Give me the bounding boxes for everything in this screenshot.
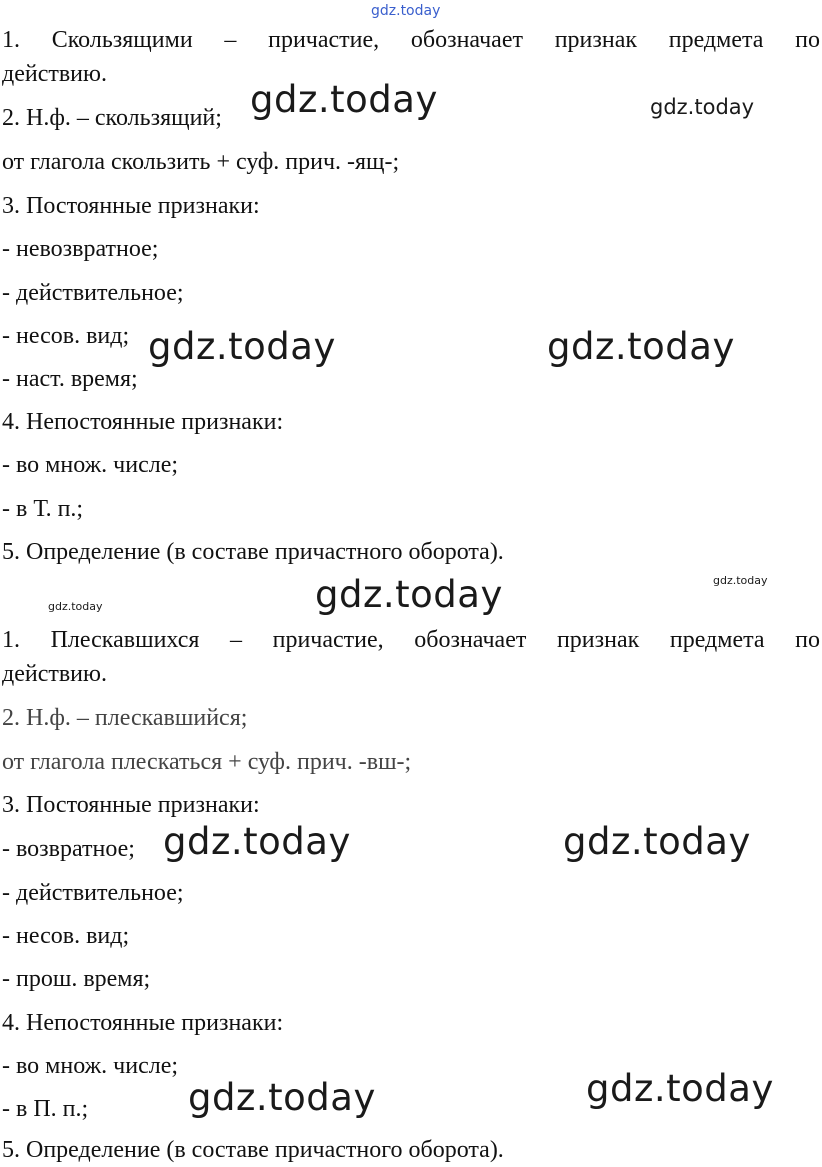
block1-line7: - действительное; — [2, 280, 184, 306]
block1-line4: от глагола скользить + суф. прич. -ящ-; — [2, 149, 400, 175]
block1-line12: - в Т. п.; — [2, 496, 84, 522]
block2-line1: 1. Плескавшихся – причастие, обозначает признак предмета по — [2, 627, 820, 653]
block2-line10: 4. Непостоянные признаки: — [2, 1010, 284, 1036]
block1-line10: 4. Непостоянные признаки: — [2, 409, 284, 435]
block1-line1: 1. Скользящими – причастие, обозначает признак предмета по — [2, 27, 820, 53]
block1-line5: 3. Постоянные признаки: — [2, 193, 260, 219]
block2-line7: - действительное; — [2, 880, 184, 906]
block2-line9: - прош. время; — [2, 966, 151, 992]
watermark-big-1: gdz.today — [250, 78, 438, 121]
block2-line11: - во множ. числе; — [2, 1053, 179, 1079]
block1-line11: - во множ. числе; — [2, 452, 179, 478]
block2-line8: - несов. вид; — [2, 923, 130, 949]
block1-line6: - невозвратное; — [2, 236, 159, 262]
watermark-medium-1: gdz.today — [650, 95, 755, 119]
block1-line9: - наст. время; — [2, 366, 138, 392]
watermark-big-8: gdz.today — [586, 1067, 774, 1110]
block2-line2: действию. — [2, 661, 107, 687]
block1-line13: 5. Определение (в составе причастного оборота). — [2, 539, 504, 565]
block2-line3: 2. Н.ф. – плескавшийся; — [2, 705, 248, 731]
block2-line12: - в П. п.; — [2, 1096, 89, 1122]
watermark-big-6: gdz.today — [563, 820, 751, 863]
block1-line8: - несов. вид; — [2, 323, 130, 349]
watermark-big-2: gdz.today — [148, 325, 336, 368]
block1-line3: 2. Н.ф. – скользящий; — [2, 105, 222, 131]
watermark-top: gdz.today — [371, 3, 441, 19]
watermark-big-7: gdz.today — [188, 1076, 376, 1119]
block1-line2: действию. — [2, 61, 107, 87]
watermark-big-4: gdz.today — [315, 573, 503, 616]
watermark-big-5: gdz.today — [163, 820, 351, 863]
watermark-small-1: gdz.today — [713, 574, 768, 587]
block2-line6: - возвратное; — [2, 836, 135, 862]
block2-line4: от глагола плескаться + суф. прич. -вш-; — [2, 749, 412, 775]
watermark-big-3: gdz.today — [547, 325, 735, 368]
block2-line5: 3. Постоянные признаки: — [2, 792, 260, 818]
block2-line13: 5. Определение (в составе причастного оборота). — [2, 1137, 504, 1163]
watermark-small-2: gdz.today — [48, 600, 103, 613]
